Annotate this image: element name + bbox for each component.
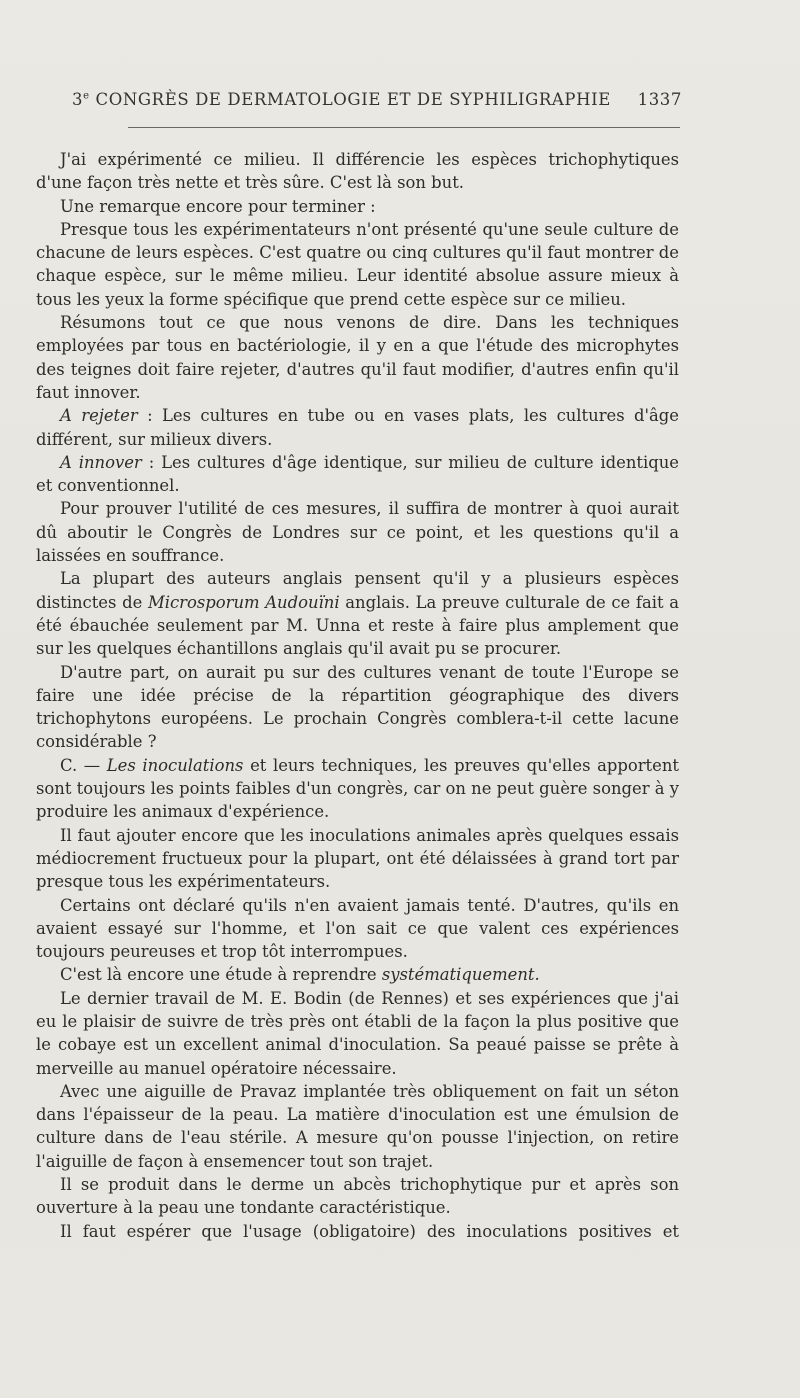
paragraph xyxy=(36,661,679,754)
header-title: 3e CONGRÈS DE DERMATOLOGIE ET DE SYPHILIGRAPHIE xyxy=(72,90,611,109)
text-run: La plupart des auteurs anglais pensent qu'il y a plusieurs espèces distinctes de xyxy=(36,569,679,612)
text-run: C. — xyxy=(60,755,107,775)
text-run: Il faut espérer que l'usage (obligatoire) des inoculations positives et xyxy=(60,1221,679,1241)
running-header xyxy=(72,90,682,109)
paragraph xyxy=(36,1220,679,1243)
text-run: Le dernier travail de M. E. Bodin (de Rennes) et ses expériences que j'ai eu le plaisir de suivre de très près ont établi de la façon la plus positive que le cobaye est un excellent animal d'inoculation. Sa peaué paisse se prête à merveille au manuel opératoire nécessaire. xyxy=(36,988,679,1078)
italic-text: A innover xyxy=(60,452,142,472)
text-run: D'autre part, on aurait pu sur des cultures venant de toute l'Europe se faire une idée précise de la répartition géographique des divers trichophytons européens. Le prochain Congrès comblera-t-il cette lacune considérable ? xyxy=(36,662,679,752)
paragraph xyxy=(36,195,679,218)
paragraph xyxy=(36,1173,679,1220)
paragraph xyxy=(36,218,679,311)
text-run: C'est là encore une étude à reprendre xyxy=(60,965,382,985)
text-run: et leurs techniques, les preuves qu'elles apportent sont toujours les points faibles d'un congrès, car on ne peut guère songer à y produire les animaux d'expérience. xyxy=(36,755,679,822)
paragraph xyxy=(36,754,679,824)
italic-text: A rejeter xyxy=(60,406,138,426)
paragraph xyxy=(36,894,679,964)
italic-text: Microsporum Audouïni xyxy=(147,592,340,612)
italic-text: Les inoculations xyxy=(106,755,244,775)
text-run: anglais. La preuve culturale de ce fait a été ébauchée seulement par M. Unna et reste à faire plus amplement que sur les quelques échantillons anglais qu'il avait pu se procurer. xyxy=(36,592,679,659)
text-run: J'ai expérimenté ce milieu. Il différencie les espèces trichophytiques d'une façon très nette et très sûre. C'est là son but. xyxy=(36,150,679,193)
text-run: Presque tous les expérimentateurs n'ont présenté qu'une seule culture de chacune de leurs espèces. C'est quatre ou cinq cultures qu'il faut montrer de chaque espèce, sur le même milieu. Leur identité absolue assure mieux à tous les yeux la forme spécifique que prend cette espèce sur ce milieu. xyxy=(36,219,679,309)
paragraph xyxy=(36,987,679,1080)
paragraph xyxy=(36,567,679,660)
text-run: Pour prouver l'utilité de ces mesures, il suffira de montrer à quoi aurait dû aboutir le Congrès de Londres sur ce point, et les questions qu'il a laissées en souffrance. xyxy=(36,499,679,566)
text-run: Une remarque encore pour terminer : xyxy=(60,196,376,216)
text-run: Certains ont déclaré qu'ils n'en avaient jamais tenté. D'autres, qu'ils en avaient essayé sur l'homme, et l'on sait ce que valent ces expériences toujours peureuses et trop tôt interrompues. xyxy=(36,895,679,962)
text-run: : Les cultures d'âge identique, sur milieu de culture identique et conventionnel. xyxy=(36,452,679,496)
paragraph xyxy=(36,451,679,498)
header-rule xyxy=(128,127,680,128)
paragraph xyxy=(36,1080,679,1173)
paragraph xyxy=(36,148,679,195)
paragraph xyxy=(36,404,679,451)
text-run: Avec une aiguille de Pravaz implantée très obliquement on fait un séton dans l'épaisseur de la peau. La matière d'inoculation est une émulsion de culture dans de l'eau stérile. A mesure qu'on pousse l'injection, on retire l'aiguille de façon à ensemencer tout son trajet. xyxy=(36,1081,679,1171)
body-text xyxy=(36,148,679,1243)
paragraph xyxy=(36,824,679,894)
italic-text: systématiquement. xyxy=(381,965,540,985)
text-run: Il faut ajouter encore que les inoculations animales après quelques essais médiocrement fructueux pour la plupart, ont été délaissées à grand tort par presque tous les expérimentateurs. xyxy=(36,825,679,892)
text-run: Il se produit dans le derme un abcès trichophytique pur et après son ouverture à la peau une tondante caractéristique. xyxy=(36,1175,679,1218)
page-number: 1337 xyxy=(637,90,682,109)
text-run: : Les cultures en tube ou en vases plats, les cultures d'âge différent, sur milieux divers. xyxy=(36,406,679,449)
paragraph xyxy=(36,963,679,986)
paragraph xyxy=(36,497,679,567)
paragraph xyxy=(36,311,679,404)
text-run: Résumons tout ce que nous venons de dire. Dans les techniques employées par tous en bactériologie, il y en a que l'étude des microphytes des teignes doit faire rejeter, d'autres qu'il faut modifier, d'autres enfin qu'il faut innover. xyxy=(36,313,679,402)
